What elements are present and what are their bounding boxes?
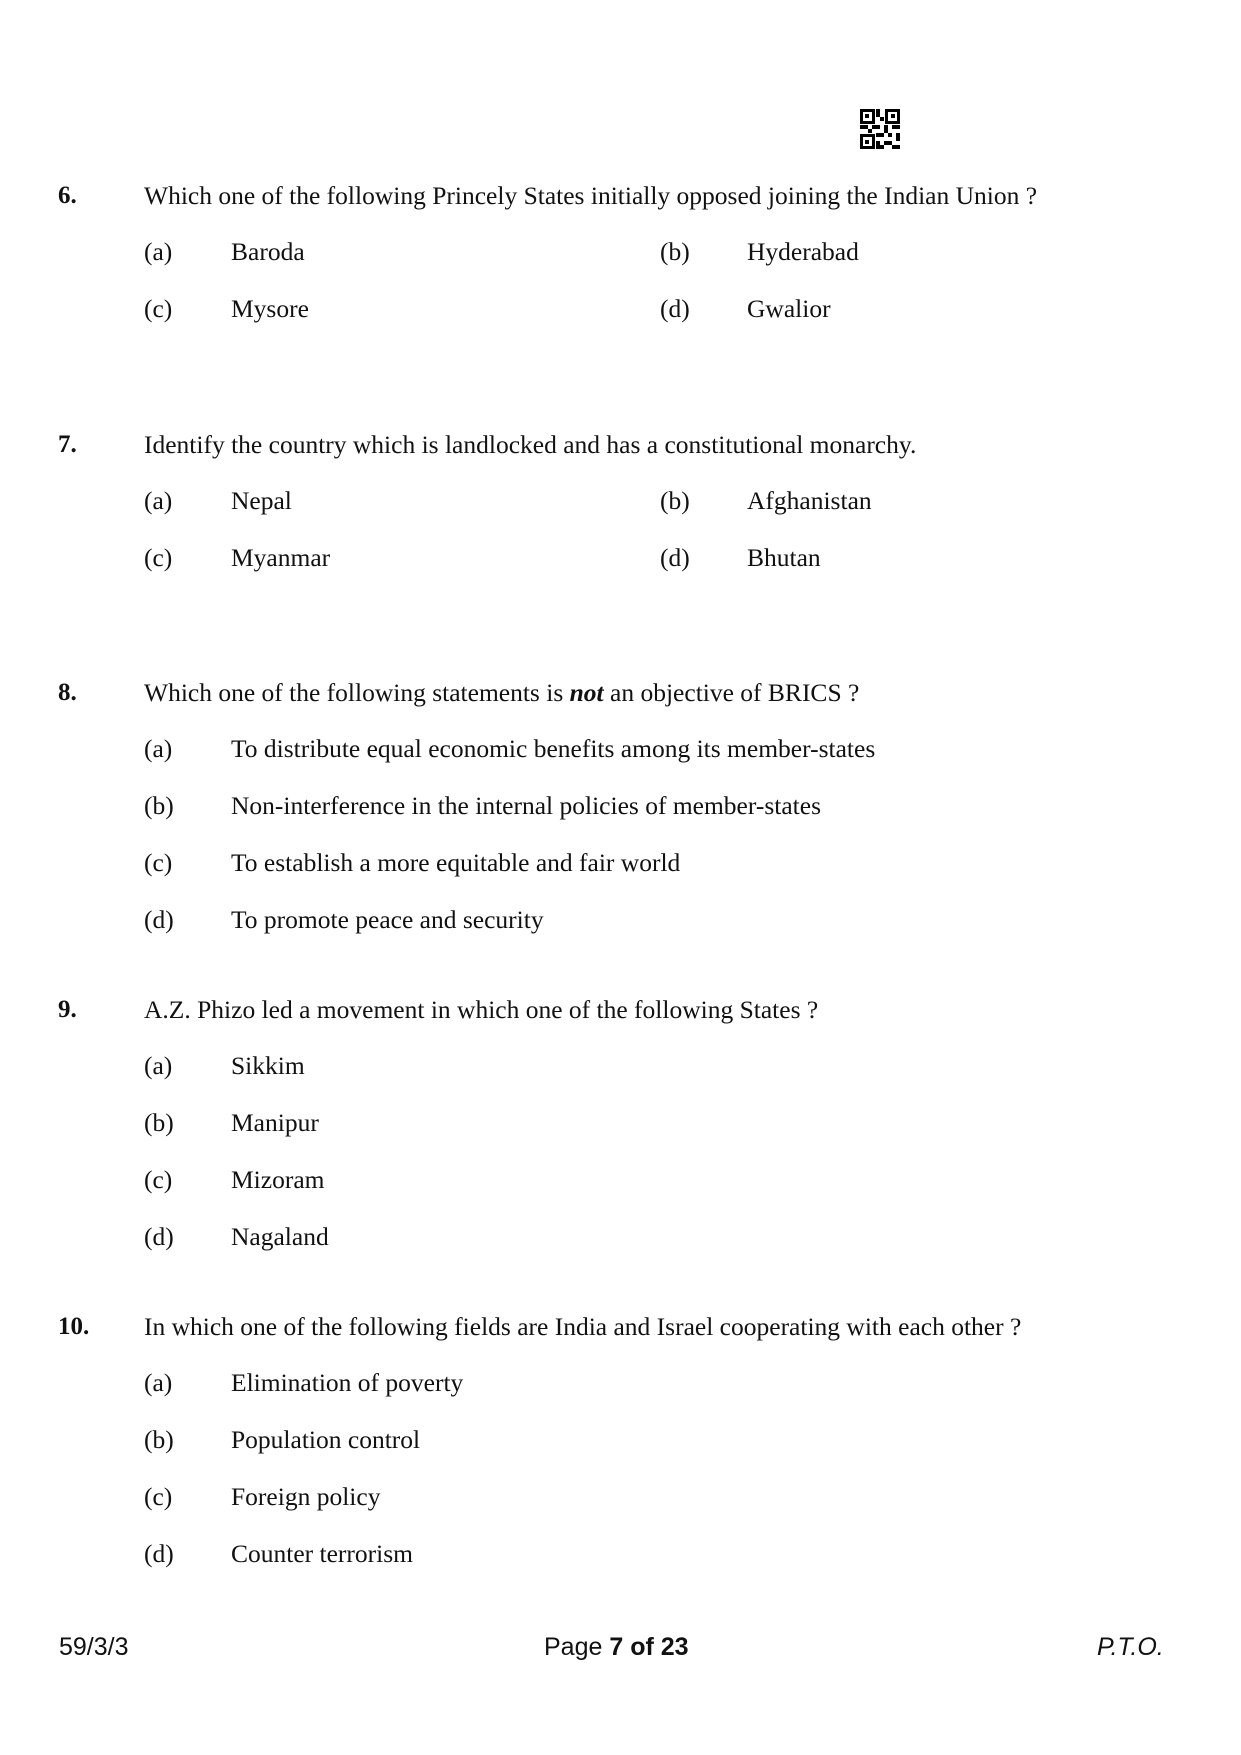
option-text: Elimination of poverty bbox=[231, 1368, 464, 1397]
question-8 bbox=[0, 670, 1241, 954]
question-number: 6. bbox=[58, 182, 77, 209]
option-label: (a) bbox=[144, 1051, 173, 1080]
option-label: (d) bbox=[660, 543, 690, 572]
question-number: 9. bbox=[58, 996, 77, 1023]
option-label: (c) bbox=[144, 1482, 173, 1511]
option-label: (a) bbox=[144, 486, 173, 515]
page-of: of bbox=[630, 1633, 654, 1661]
option-label: (d) bbox=[144, 905, 174, 934]
question-text: Identify the country which is landlocked and has a constitutional monarchy. bbox=[144, 430, 917, 459]
option-text: To establish a more equitable and fair world bbox=[231, 848, 681, 877]
option bbox=[0, 1417, 1241, 1474]
option bbox=[0, 1360, 1241, 1417]
option-text: Gwalior bbox=[747, 294, 831, 323]
option-label: (b) bbox=[660, 486, 690, 515]
option-text: Sikkim bbox=[231, 1051, 305, 1080]
option-text: Bhutan bbox=[747, 543, 821, 572]
option bbox=[0, 1157, 1241, 1214]
page-label: Page bbox=[544, 1633, 603, 1661]
option bbox=[0, 783, 1241, 840]
question-9 bbox=[0, 987, 1241, 1271]
option-label: (a) bbox=[144, 1368, 173, 1397]
option-text: Foreign policy bbox=[231, 1482, 381, 1511]
option-label: (c) bbox=[144, 543, 173, 572]
option-label: (b) bbox=[144, 1108, 174, 1137]
option-text: Mysore bbox=[231, 294, 309, 323]
option-text: Afghanistan bbox=[747, 486, 872, 515]
option-label: (c) bbox=[144, 1165, 173, 1194]
option-label: (d) bbox=[144, 1222, 174, 1251]
question-text: Which one of the following Princely States initially opposed joining the Indian Union ? bbox=[144, 181, 1038, 210]
option-label: (d) bbox=[144, 1539, 174, 1568]
qr-code bbox=[860, 109, 900, 149]
question-text bbox=[144, 678, 859, 707]
option bbox=[0, 1531, 1241, 1588]
option bbox=[0, 897, 1241, 954]
question-7 bbox=[0, 422, 1241, 592]
option-text: Manipur bbox=[231, 1108, 319, 1137]
question-text-part: an objective of BRICS ? bbox=[603, 678, 860, 707]
option-text: Mizoram bbox=[231, 1165, 325, 1194]
question-number: 10. bbox=[58, 1313, 90, 1340]
option bbox=[0, 726, 1241, 783]
emphasis: not bbox=[569, 678, 604, 707]
option-text: Nepal bbox=[231, 486, 292, 515]
option-label: (c) bbox=[144, 848, 173, 877]
option-text: To promote peace and security bbox=[231, 905, 544, 934]
option-text: Nagaland bbox=[231, 1222, 329, 1251]
question-text-part: Which one of the following statements is bbox=[144, 678, 570, 707]
option-label: (d) bbox=[660, 294, 690, 323]
question-text: A.Z. Phizo led a movement in which one of the following States ? bbox=[144, 995, 819, 1024]
question-text: In which one of the following fields are India and Israel cooperating with each other ? bbox=[144, 1312, 1022, 1341]
option-text: Myanmar bbox=[231, 543, 331, 572]
option-text: Counter terrorism bbox=[231, 1539, 413, 1568]
paper-code: 59/3/3 bbox=[59, 1633, 129, 1661]
option bbox=[0, 1474, 1241, 1531]
option-text: Non-interference in the internal policies of member-states bbox=[231, 791, 821, 820]
option bbox=[0, 1214, 1241, 1271]
option-text: Population control bbox=[231, 1425, 421, 1454]
total-pages: 23 bbox=[660, 1633, 689, 1661]
option-text: To distribute equal economic benefits among its member-states bbox=[231, 734, 876, 763]
question-10 bbox=[0, 1304, 1241, 1588]
option bbox=[0, 1043, 1241, 1100]
option-label: (b) bbox=[660, 237, 690, 266]
question-6 bbox=[0, 173, 1241, 343]
current-page: 7 bbox=[609, 1633, 624, 1661]
option-label: (c) bbox=[144, 294, 173, 323]
option bbox=[0, 1100, 1241, 1157]
page-number bbox=[544, 1633, 689, 1662]
option-label: (a) bbox=[144, 734, 173, 763]
question-number: 8. bbox=[58, 679, 77, 706]
option bbox=[0, 840, 1241, 897]
pto-label: P.T.O. bbox=[1097, 1633, 1164, 1661]
question-number: 7. bbox=[58, 431, 77, 458]
option-label: (b) bbox=[144, 1425, 174, 1454]
option-text: Hyderabad bbox=[747, 237, 859, 266]
option-label: (b) bbox=[144, 791, 174, 820]
option-label: (a) bbox=[144, 237, 173, 266]
option-text: Baroda bbox=[231, 237, 305, 266]
